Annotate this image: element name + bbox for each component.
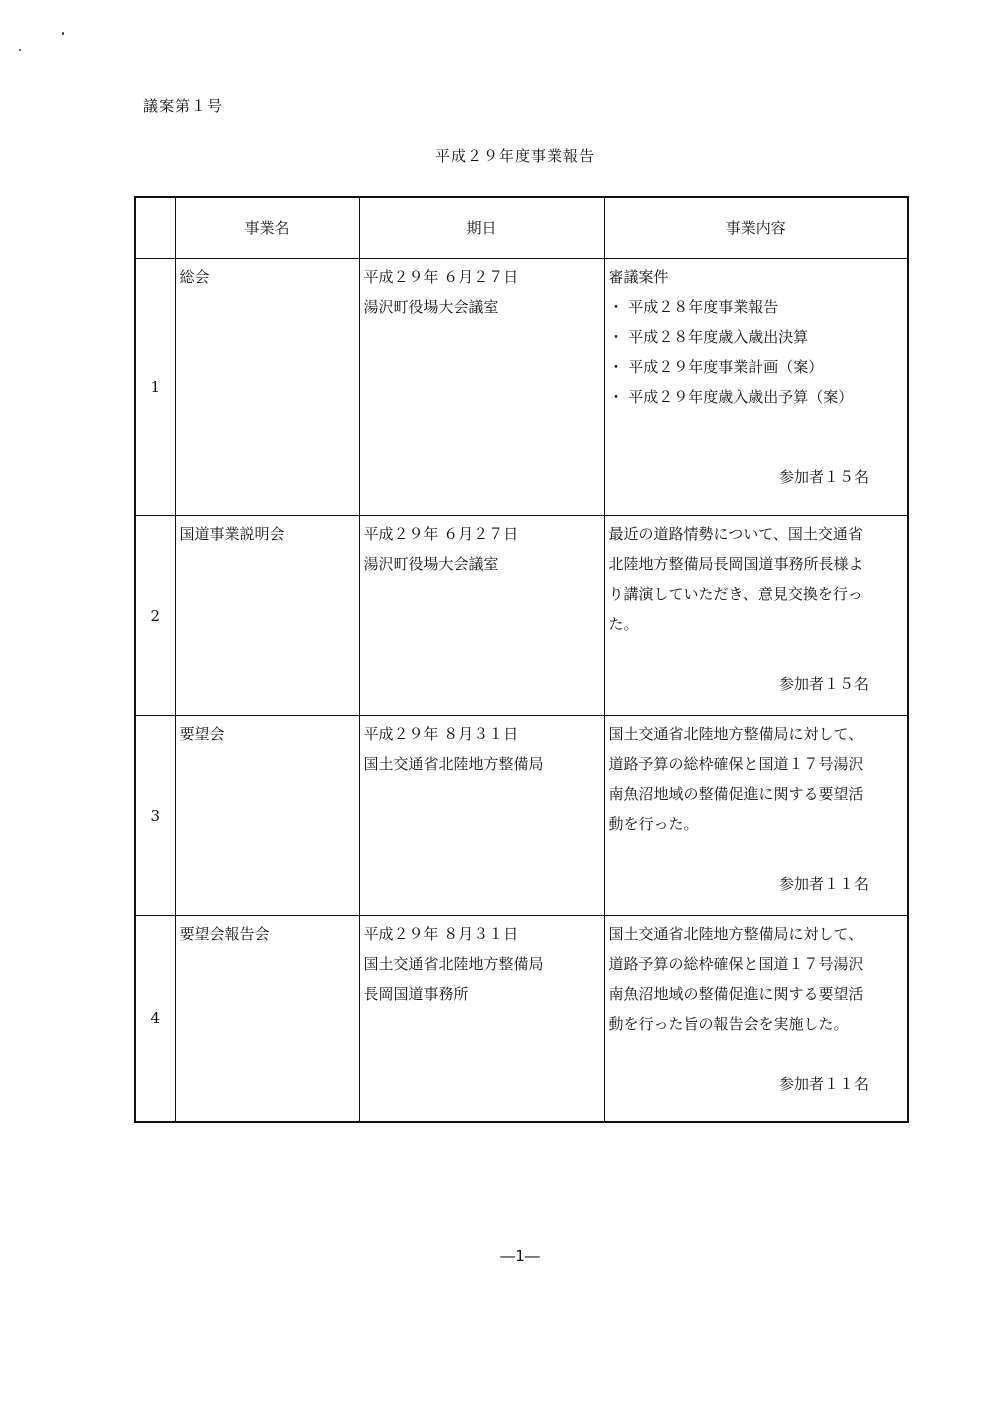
venue-line: 国土交通省北陸地方整備局 [363,755,544,773]
content-line: 北陸地方整備局長岡国道事務所長様よ [608,555,864,573]
content-item: ・ 平成２８年度事業報告 [608,298,779,316]
row-number: 2 [135,516,175,716]
content-line: 国土交通省北陸地方整備局に対して、 [608,925,864,943]
content-item: ・ 平成２９年度事業計画（案） [608,358,824,376]
page-number: ―1― [500,1247,540,1265]
document-label: 議案第１号 [143,97,224,115]
table-header-row [135,197,908,259]
content-line: 動を行った旨の報告会を実施した。 [608,1015,849,1033]
column-header-content: 事業内容 [604,197,908,259]
venue-line: 湯沢町役場大会議室 [363,555,499,573]
event-name: 総会 [175,259,359,516]
content-line: 南魚沼地域の整備促進に関する要望活 [608,985,864,1003]
column-header-no [135,197,175,259]
event-content [604,516,908,716]
content-line: た。 [608,615,639,633]
table-row [135,916,908,1122]
document-title: 平成２９年度事業報告 [434,147,595,165]
event-content [604,259,908,516]
event-name: 要望会報告会 [175,916,359,1122]
date-line: 平成２９年 ６月２７日 [363,525,519,543]
date-line: 平成２９年 ８月３１日 [363,725,519,743]
scan-speck [62,32,64,35]
venue-line: 湯沢町役場大会議室 [363,298,499,316]
content-line: 道路予算の総枠確保と国道１７号湯沢 [608,755,864,773]
column-header-date: 期日 [359,197,604,259]
attendance-count: 参加者１５名 [778,468,869,486]
table-row [135,716,908,916]
content-line: 動を行った。 [608,815,699,833]
event-date [359,259,604,516]
content-heading: 審議案件 [608,268,669,286]
content-item: ・ 平成２９年度歳入歳出予算（案） [608,388,854,406]
attendance-count: 参加者１１名 [778,1075,869,1093]
scan-speck [19,49,21,51]
event-date [359,516,604,716]
content-line: 国土交通省北陸地方整備局に対して、 [608,725,864,743]
attendance-count: 参加者１１名 [778,875,869,893]
attendance-count: 参加者１５名 [778,675,869,693]
content-line: り講演していただき、意見交換を行っ [608,585,863,603]
date-line: 平成２９年 ８月３１日 [363,925,519,943]
row-number: 1 [135,259,175,516]
venue-line: 国土交通省北陸地方整備局 [363,955,544,973]
column-header-name: 事業名 [175,197,359,259]
table-row [135,516,908,716]
event-content [604,916,908,1122]
content-line: 南魚沼地域の整備促進に関する要望活 [608,785,864,803]
event-content [604,716,908,916]
venue-line: 長岡国道事務所 [363,985,469,1003]
content-item: ・ 平成２８年度歳入歳出決算 [608,328,809,346]
date-line: 平成２９年 ６月２７日 [363,268,519,286]
business-report-table [134,196,909,1123]
row-number: 3 [135,716,175,916]
content-line: 道路予算の総枠確保と国道１７号湯沢 [608,955,864,973]
event-name: 国道事業説明会 [175,516,359,716]
event-date [359,716,604,916]
content-line: 最近の道路情勢について、国土交通省 [608,525,863,543]
table-row [135,259,908,516]
event-name: 要望会 [175,716,359,916]
event-date [359,916,604,1122]
row-number: 4 [135,916,175,1122]
